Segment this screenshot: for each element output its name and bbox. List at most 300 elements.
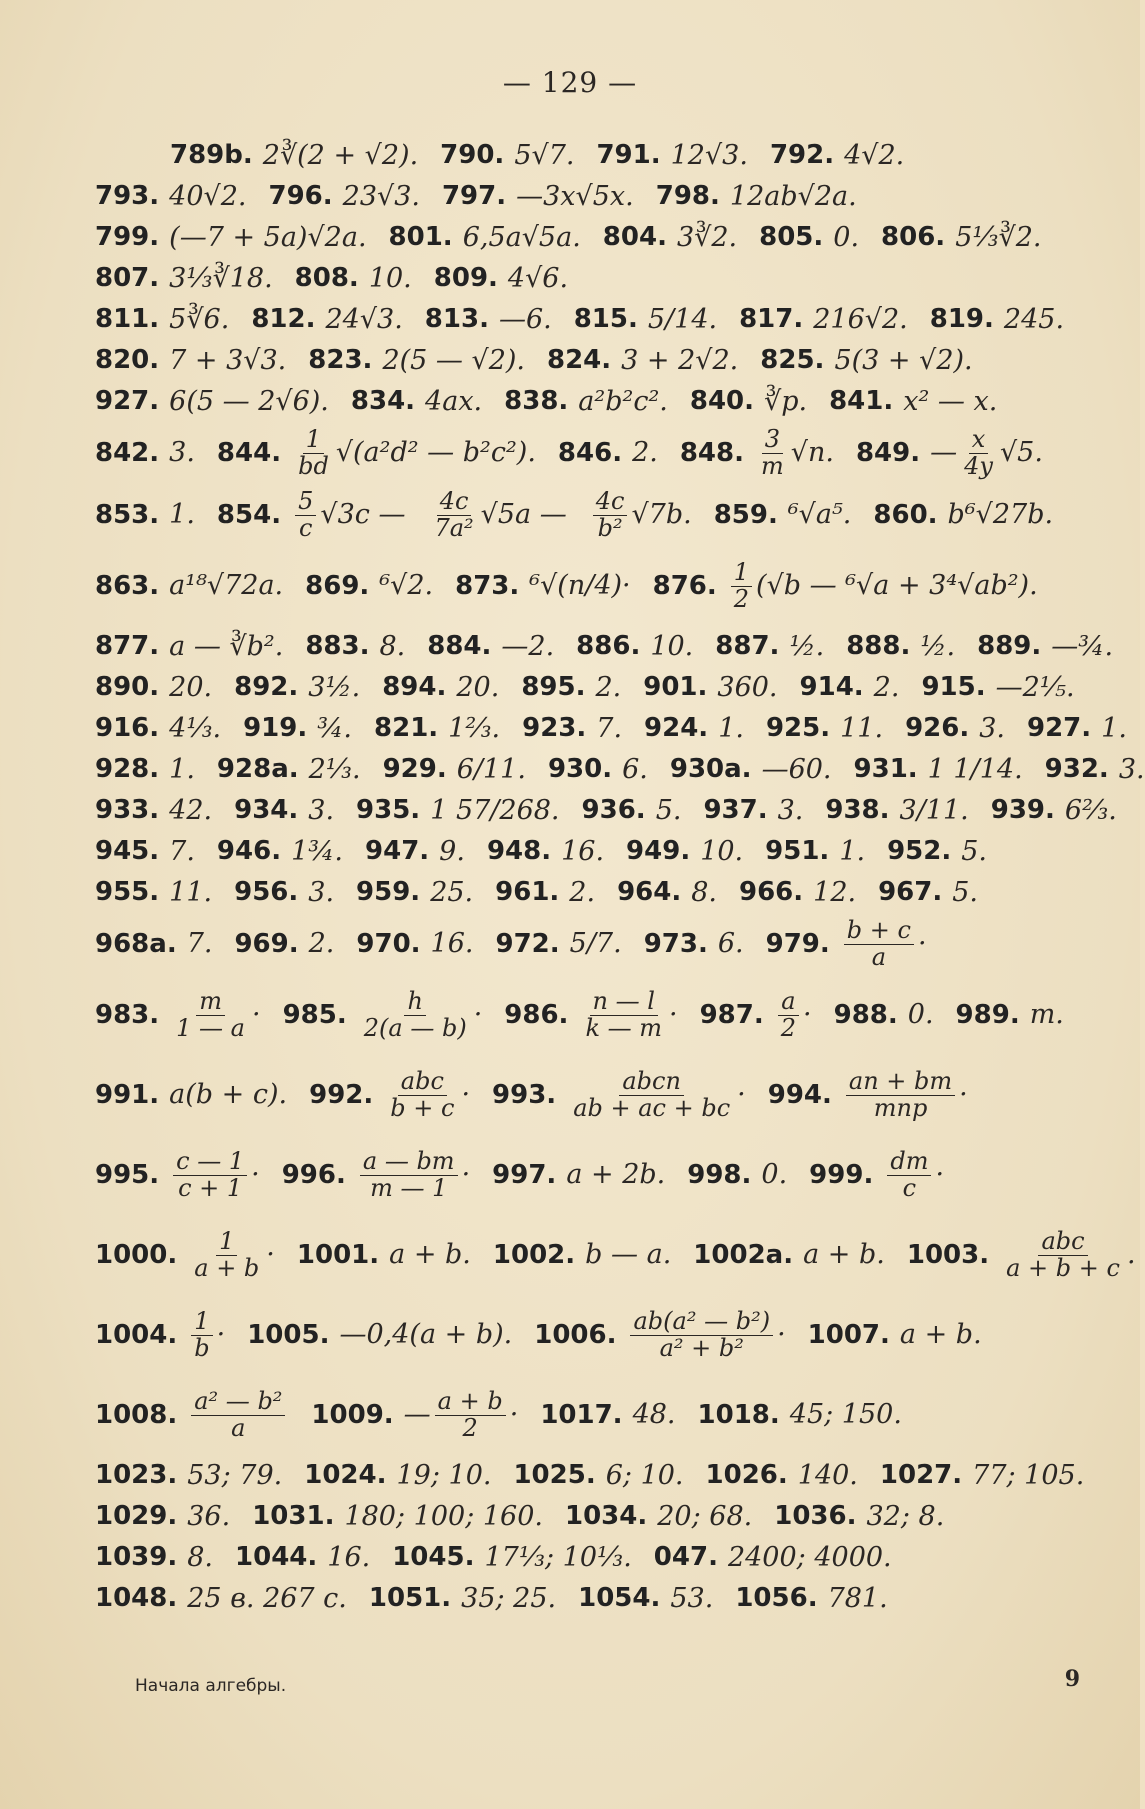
answer-entry	[235, 1543, 370, 1573]
problem-number: 1003.	[906, 1239, 990, 1270]
fraction-denominator: 2	[733, 584, 750, 613]
problem-number: 935.	[356, 795, 421, 826]
answer-value: x² — x.	[903, 385, 998, 417]
problem-number: 877.	[95, 631, 160, 662]
answer-entry	[95, 264, 273, 294]
problem-number: 1007.	[807, 1319, 890, 1350]
problem-number: 791.	[596, 140, 661, 171]
problem-number: 823.	[308, 345, 373, 376]
problem-number: 1009.	[311, 1399, 394, 1430]
answer-value: m.	[1029, 999, 1064, 1031]
answer-value: 1.	[169, 499, 195, 531]
answer-suffix: ·	[737, 1079, 746, 1111]
answer-value: a + b.	[803, 1239, 885, 1271]
answer-value: 3.	[169, 437, 195, 469]
answer-value: 2.	[632, 437, 658, 469]
answer-value: 16.	[327, 1541, 371, 1573]
answer-entry	[880, 1461, 1084, 1491]
answer-prefix: —	[403, 1399, 431, 1431]
answer-value: 781.	[827, 1582, 888, 1614]
answer-suffix: √(a²d² — b²c²).	[335, 437, 536, 469]
problem-number: 916.	[95, 713, 160, 744]
fraction-denominator: 2	[462, 1413, 478, 1442]
answer-entry	[383, 755, 526, 785]
problem-number: 1039.	[95, 1542, 178, 1573]
problem-number: 993.	[492, 1079, 557, 1110]
answer-value: 3/11.	[899, 794, 969, 826]
fraction-numerator: a + b	[435, 1389, 506, 1415]
answer-entry	[698, 1400, 902, 1430]
answer-value: 53; 79.	[187, 1459, 283, 1491]
answer-row	[95, 1295, 1075, 1375]
answer-row	[95, 749, 1145, 790]
answer-value: —2.	[501, 630, 555, 662]
problem-number: 889.	[977, 631, 1042, 662]
answer-row	[95, 176, 1075, 217]
answer-entry	[768, 1069, 968, 1120]
answer-entry	[170, 141, 418, 171]
problem-number: 806.	[881, 222, 946, 253]
fraction-denominator: mnp	[873, 1093, 928, 1122]
answer-value: 11.	[840, 712, 884, 744]
problem-number: 848.	[679, 437, 744, 468]
answer-value: 2.	[595, 671, 622, 703]
problem-number: 842.	[95, 437, 160, 468]
problem-number: 883.	[305, 631, 370, 662]
answer-entry	[656, 182, 857, 212]
fraction-numerator: 1	[216, 1229, 237, 1255]
problem-number: 825.	[760, 345, 825, 376]
answer-value: 48.	[632, 1399, 676, 1431]
answer-value: 6.	[717, 928, 744, 960]
problem-number: 961.	[495, 877, 560, 908]
answers-list	[95, 135, 1145, 1619]
problem-number: 992.	[309, 1079, 374, 1110]
answer-entry	[766, 714, 883, 744]
answer-suffix: √5a —	[480, 499, 567, 531]
problem-number: 959.	[356, 877, 421, 908]
answer-value: 2.	[873, 671, 900, 703]
answer-value: ½.	[920, 630, 956, 662]
problem-number: 886.	[576, 631, 641, 662]
fraction	[173, 1149, 247, 1200]
answer-value: 40√2.	[169, 180, 247, 212]
answer-row	[95, 484, 1075, 546]
answer-entry	[739, 305, 908, 335]
problem-number: 1006.	[534, 1319, 617, 1350]
answer-value: 8.	[379, 630, 406, 662]
fraction-numerator: abcn	[619, 1069, 684, 1095]
answer-value: 3.	[777, 794, 804, 826]
answer-value: 8.	[187, 1541, 214, 1573]
fraction-denominator: c	[298, 513, 313, 542]
answer-entry	[308, 346, 525, 376]
problem-number: 1045.	[392, 1542, 475, 1573]
answer-entry	[311, 1389, 518, 1440]
answer-value: 1.	[839, 835, 866, 867]
fraction-denominator: a + b + c	[1006, 1253, 1120, 1282]
answer-value: 19; 10.	[396, 1459, 492, 1491]
problem-number: 964.	[617, 877, 682, 908]
answer-row	[95, 135, 1075, 176]
page-number: — 129 —	[502, 66, 638, 99]
problem-number: 876.	[652, 570, 717, 601]
answer-row	[95, 299, 1075, 340]
answer-entry	[234, 796, 334, 826]
answer-entry	[95, 1080, 287, 1110]
fraction	[431, 489, 476, 540]
answer-entry	[907, 1229, 1136, 1280]
fraction-denominator: 2(a — b)	[363, 1013, 467, 1042]
problem-number: 955.	[95, 877, 160, 908]
answer-value: 3.	[1118, 753, 1145, 785]
answer-entry	[558, 438, 658, 468]
answer-entry	[547, 346, 738, 376]
problem-number: 1031.	[252, 1501, 335, 1532]
answer-value: 20.	[169, 671, 213, 703]
problem-number: 966.	[738, 877, 804, 908]
answer-entry	[680, 427, 834, 478]
answer-suffix: ·	[803, 999, 812, 1031]
answer-entry	[305, 632, 405, 662]
answer-value: 11.	[169, 876, 213, 908]
problem-number: 798.	[655, 181, 720, 212]
problem-number: 996.	[281, 1159, 346, 1190]
answer-value: 140.	[797, 1459, 858, 1491]
answer-value: 35; 25.	[461, 1582, 557, 1614]
answer-entry	[589, 489, 692, 540]
fraction-denominator: b²	[597, 513, 623, 542]
answer-entry	[687, 1160, 787, 1190]
answer-row	[95, 626, 1114, 667]
answer-value: 10.	[700, 835, 744, 867]
answer-entry	[95, 796, 212, 826]
answer-value: 20; 68.	[657, 1500, 753, 1532]
fraction	[630, 1309, 773, 1360]
fraction-denominator: m	[761, 451, 784, 480]
answer-value: 3∛2.	[676, 221, 738, 253]
answer-value: 5.	[961, 835, 987, 867]
problem-number: 936.	[581, 795, 646, 826]
answer-entry	[243, 714, 352, 744]
answer-suffix: ·	[266, 1239, 275, 1271]
fraction-numerator: 1	[731, 560, 752, 586]
problem-number: 801.	[388, 222, 453, 253]
answer-value: 12√3.	[670, 139, 748, 171]
fraction	[593, 489, 628, 540]
answer-value: 5⅓∛2.	[955, 221, 1042, 253]
answer-entry	[252, 1502, 543, 1532]
problem-number: 808.	[294, 263, 359, 294]
answer-value: b — a.	[585, 1239, 672, 1271]
problem-number: 1026.	[705, 1460, 788, 1491]
problem-number: 1036.	[774, 1501, 857, 1532]
answer-entry	[295, 264, 412, 294]
answer-entry	[540, 1400, 675, 1430]
fraction	[961, 427, 996, 478]
problem-number: 987.	[699, 999, 764, 1030]
answer-entry	[234, 878, 334, 908]
answer-entry	[1045, 755, 1145, 785]
answer-entry	[700, 989, 812, 1040]
answer-entry	[356, 878, 473, 908]
answer-entry	[690, 387, 807, 417]
answer-entry	[95, 1584, 347, 1614]
problem-number: 956.	[234, 877, 299, 908]
fraction-numerator: b + c	[844, 918, 914, 944]
answer-suffix: ·	[959, 1079, 968, 1111]
answer-value: 8.	[691, 876, 717, 908]
problem-number: 838.	[504, 386, 569, 417]
answer-entry	[95, 714, 221, 744]
fraction-numerator: 3	[762, 427, 783, 453]
problem-number: 1008.	[95, 1399, 178, 1430]
problem-number: 952.	[887, 836, 952, 867]
fraction	[295, 427, 332, 478]
answer-row	[95, 1135, 1075, 1215]
sheet-mark: 9	[1064, 1666, 1080, 1692]
answer-row	[95, 913, 1075, 975]
fraction-denominator: ab + ac + bc	[573, 1093, 731, 1122]
answer-row	[95, 1578, 1075, 1619]
answer-suffix: ·	[935, 1159, 945, 1191]
problem-number: 938.	[825, 795, 890, 826]
answer-entry	[522, 714, 622, 744]
answer-value: 2(5 — √2).	[382, 344, 525, 376]
fraction	[191, 1389, 285, 1440]
answer-row	[95, 1215, 1136, 1295]
answer-entry	[854, 755, 1023, 785]
answer-entry	[442, 182, 634, 212]
problem-number: 930a.	[669, 754, 752, 785]
answer-entry	[770, 141, 904, 171]
problem-number: 812.	[251, 304, 316, 335]
answer-entry	[921, 673, 1074, 703]
answer-entry	[217, 489, 406, 540]
answer-row	[95, 381, 1075, 422]
problem-number: 1005.	[247, 1319, 330, 1350]
problem-number: 933.	[95, 795, 160, 826]
answer-row	[95, 667, 1075, 708]
problem-number: 972.	[495, 928, 560, 959]
answer-entry	[427, 632, 554, 662]
answer-suffix: ·	[777, 1319, 786, 1351]
answer-entry	[95, 989, 261, 1040]
problem-number: 853.	[95, 499, 160, 530]
answer-value: —60.	[761, 753, 832, 785]
answer-entry	[95, 387, 329, 417]
problem-number: 869.	[305, 570, 370, 601]
problem-number: 991.	[95, 1079, 160, 1110]
answer-suffix: √5.	[999, 437, 1043, 469]
fraction-numerator: 4c	[437, 489, 472, 515]
fraction	[173, 989, 248, 1040]
answer-entry	[617, 878, 717, 908]
answer-entry	[95, 500, 195, 530]
answer-value: ⁶√a⁵.	[787, 499, 852, 531]
answer-value: 20.	[456, 671, 500, 703]
answer-entry	[217, 755, 361, 785]
answer-value: 5/14.	[647, 303, 718, 335]
problem-number: 790.	[440, 140, 505, 171]
problem-number: 998.	[687, 1159, 752, 1190]
problem-number: 995.	[95, 1159, 160, 1190]
problem-number: 799.	[95, 222, 160, 253]
answer-value: 7.	[186, 928, 213, 960]
fraction	[887, 1149, 931, 1200]
answer-entry	[369, 1584, 556, 1614]
answer-value: 245.	[1003, 303, 1065, 335]
problem-number: 884.	[427, 631, 492, 662]
answer-entry	[846, 632, 955, 662]
answer-suffix: ·	[473, 999, 483, 1031]
problem-number: 901.	[643, 672, 708, 703]
answer-entry	[425, 305, 552, 335]
answer-suffix: ·	[509, 1399, 519, 1431]
answer-entry	[365, 837, 465, 867]
problem-number: 820.	[95, 345, 160, 376]
fraction-numerator: abc	[398, 1069, 447, 1095]
answer-entry	[496, 929, 622, 959]
fraction-denominator: 7a²	[434, 513, 474, 542]
answer-row	[95, 258, 1075, 299]
problem-number: 892.	[234, 672, 299, 703]
fraction-denominator: a	[871, 942, 887, 971]
answer-entry	[95, 305, 229, 335]
answer-entry	[576, 632, 693, 662]
answer-entry	[834, 1000, 934, 1030]
problem-number: 1051.	[368, 1583, 452, 1614]
answer-entry	[626, 837, 743, 867]
answer-suffix: ·	[251, 1159, 260, 1191]
problem-number: 1001.	[296, 1239, 380, 1270]
answer-value: 3.	[308, 876, 335, 908]
answer-entry	[309, 1069, 470, 1120]
answer-value: 53.	[670, 1582, 714, 1614]
problem-number: 994.	[767, 1079, 832, 1110]
answer-entry	[766, 918, 927, 969]
problem-number: 986.	[504, 999, 569, 1030]
answer-entry	[297, 1240, 471, 1270]
problem-number: 1027.	[879, 1460, 963, 1491]
answer-entry	[765, 837, 865, 867]
fraction-denominator: b + c	[390, 1093, 455, 1122]
answer-value: —¾.	[1051, 630, 1114, 662]
answer-suffix: ·	[461, 1079, 471, 1111]
answer-row	[95, 546, 1075, 626]
answer-entry	[829, 387, 997, 417]
fraction-denominator: a + b	[194, 1253, 260, 1282]
problem-number: 805.	[759, 222, 824, 253]
fraction-denominator: bd	[298, 451, 329, 480]
problem-number: 929.	[382, 754, 447, 785]
answer-row	[95, 872, 1075, 913]
answer-entry	[825, 796, 968, 826]
footer-book-title: Начала алгебры.	[135, 1676, 287, 1696]
problem-number: 813.	[424, 304, 489, 335]
problem-number: 926.	[905, 713, 970, 744]
answer-entry	[351, 387, 482, 417]
answer-entry	[492, 1069, 746, 1120]
problem-number: 894.	[382, 672, 447, 703]
problem-number: 807.	[95, 263, 160, 294]
problem-number: 804.	[602, 222, 667, 253]
answer-value: 16.	[430, 928, 474, 960]
answer-value: 6/11.	[456, 753, 526, 785]
problem-number: 1002a.	[693, 1239, 794, 1270]
answer-entry	[653, 560, 1038, 611]
answer-value: 2⅓.	[308, 753, 361, 785]
answer-value: 1.	[718, 712, 744, 744]
problem-number: 1025.	[513, 1460, 596, 1491]
fraction	[435, 1389, 506, 1440]
answer-value: a(b + c).	[169, 1079, 288, 1111]
problem-number: 999.	[809, 1159, 874, 1190]
answer-entry	[504, 387, 668, 417]
answer-value: a + b.	[899, 1319, 982, 1351]
fraction	[191, 1229, 262, 1280]
answer-entry	[956, 1000, 1064, 1030]
answer-entry	[356, 796, 560, 826]
answer-entry	[513, 1461, 683, 1491]
answer-value: 1 1/14.	[927, 753, 1023, 785]
fraction-numerator: abc	[1038, 1229, 1087, 1255]
answer-entry	[427, 489, 566, 540]
answer-value: 23√3.	[342, 180, 420, 212]
answer-entry	[760, 346, 972, 376]
answer-entry	[495, 878, 595, 908]
answer-entry	[582, 796, 682, 826]
answer-value: 6⅔.	[1064, 794, 1117, 826]
answer-entry	[774, 1502, 944, 1532]
problem-number: 863.	[95, 570, 160, 601]
answer-entry	[440, 141, 574, 171]
problem-number: 821.	[374, 713, 439, 744]
answer-suffix: ·	[669, 999, 678, 1031]
answer-value: —6.	[498, 303, 552, 335]
answer-value: 3 + 2√2.	[621, 344, 739, 376]
fraction-numerator: 1	[303, 427, 324, 453]
answer-entry	[374, 714, 500, 744]
answer-entry	[95, 346, 286, 376]
answer-row	[95, 1375, 1075, 1455]
answer-row	[95, 708, 1127, 749]
answer-value: 42.	[169, 794, 213, 826]
answer-value: 12ab√2a.	[729, 180, 857, 212]
answer-entry	[382, 673, 499, 703]
problem-number: 947.	[365, 836, 430, 867]
problem-number: 928a.	[216, 754, 299, 785]
problem-number: 928.	[95, 754, 160, 785]
answer-value: 4√2.	[844, 139, 905, 171]
problem-number: 849.	[855, 437, 921, 468]
answer-value: 7 + 3√3.	[169, 344, 287, 376]
answer-entry	[603, 223, 737, 253]
answer-entry	[234, 929, 334, 959]
answer-suffix: ·	[461, 1159, 471, 1191]
answer-entry	[905, 714, 1005, 744]
problem-number: 931.	[853, 754, 918, 785]
fraction	[360, 1149, 458, 1200]
answer-entry	[706, 1461, 858, 1491]
problem-number: 1004.	[95, 1319, 178, 1350]
problem-number: 968a.	[95, 928, 177, 959]
answer-entry	[703, 796, 803, 826]
problem-number: 1056.	[735, 1583, 818, 1614]
answer-suffix: √n.	[790, 437, 834, 469]
answer-entry	[95, 1543, 213, 1573]
answer-value: 24√3.	[325, 303, 403, 335]
